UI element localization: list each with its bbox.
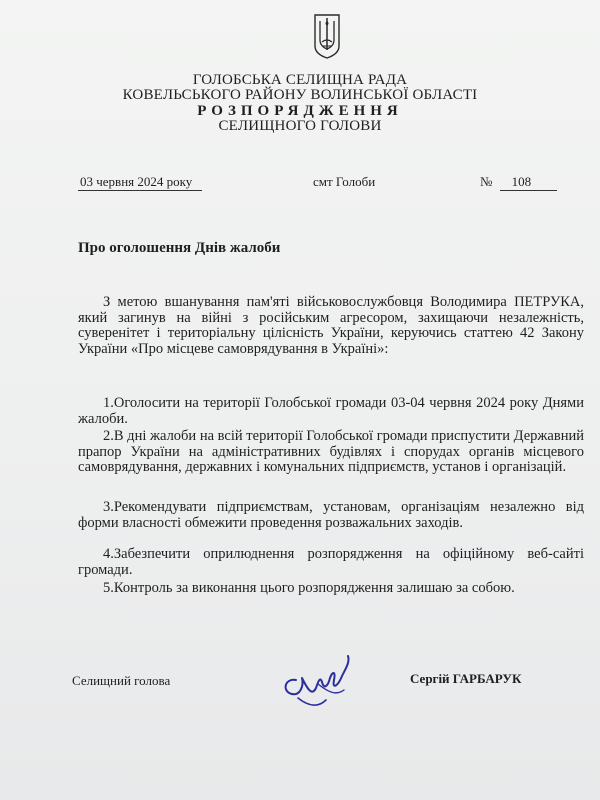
- council-name: ГОЛОБСЬКА СЕЛИЩНА РАДА: [192, 72, 408, 88]
- order-item-3: 3.Рекомендувати підприємствам, установам, організаціям незалежно від форми власності обмежити проведення розважальних заходів.: [78, 499, 584, 531]
- document-number-block: [480, 174, 557, 191]
- handwritten-signature: [278, 646, 358, 712]
- district-name: КОВЕЛЬСЬКОГО РАЙОНУ ВОЛИНСЬКОЇ ОБЛАСТІ: [122, 87, 478, 103]
- signer-name: Сергій ГАРБАРУК: [410, 671, 522, 686]
- trident-emblem-icon: [312, 12, 342, 60]
- number-label: №: [480, 174, 493, 189]
- order-item-4: 4.Забезпечити оприлюднення розпорядження на офіційному веб-сайті громади.: [78, 546, 584, 578]
- document-issuer: СЕЛИЩНОГО ГОЛОВИ: [218, 118, 382, 134]
- order-item-2: 2.В дні жалоби на всій території Голобської громади приспустити Державний прапор України на адміністративних будівлях і спорудах органів місцевого самоврядування, державних і комунальних підприємств, установ і організацій.: [78, 428, 584, 475]
- intro-paragraph: З метою вшанування пам'яті військовослужбовця Володимира ПЕТРУКА, який загинув на війні з російським агресором, захищаючи незалежність, суверенітет і територіальну цілісність України, керуючись статтею 42 Закону України «Про місцеве самоврядування в Україні»:: [78, 294, 584, 357]
- signer-role: Селищний голова: [72, 673, 171, 688]
- document-type: РОЗПОРЯДЖЕННЯ: [197, 103, 403, 119]
- order-item-1: 1.Оголосити на території Голобської громади 03-04 червня 2024 року Днями жалоби.: [78, 395, 584, 427]
- order-item-5: 5.Контроль за виконання цього розпорядження залишаю за собою.: [103, 580, 515, 596]
- document-date: 03 червня 2024 року: [78, 174, 202, 191]
- document-number: 108: [500, 174, 558, 191]
- document-place: смт Голоби: [313, 174, 376, 189]
- document-title: Про оголошення Днів жалоби: [78, 240, 281, 256]
